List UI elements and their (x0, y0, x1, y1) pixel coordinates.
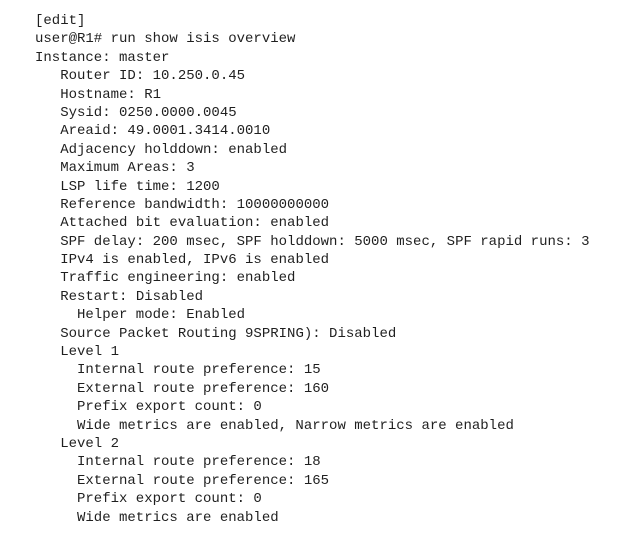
terminal-line: Router ID: 10.250.0.45 (60, 68, 246, 85)
terminal-line: Source Packet Routing 9SPRING): Disabled (60, 325, 397, 342)
terminal-line: Maximum Areas: 3 (60, 160, 195, 177)
terminal-line: External route preference: 160 (77, 380, 330, 397)
terminal-line: SPF delay: 200 msec, SPF holddown: 5000 msec, SPF rapid runs: 3 (60, 233, 590, 250)
terminal-line: Hostname: R1 (60, 86, 162, 103)
terminal-line: LSP life time: 1200 (60, 178, 220, 195)
terminal-line: Internal route preference: 15 (77, 362, 321, 379)
terminal-line: user@R1# run show isis overview (35, 31, 296, 48)
terminal-line: External route preference: 165 (77, 472, 330, 489)
terminal-line: Sysid: 0250.0000.0045 (60, 104, 237, 121)
terminal-line: Helper mode: Enabled (77, 307, 246, 324)
terminal-line: Attached bit evaluation: enabled (60, 215, 330, 232)
terminal-line: Wide metrics are enabled (77, 509, 279, 526)
terminal-line: Internal route preference: 18 (77, 454, 321, 471)
terminal-line: Traffic engineering: enabled (60, 270, 296, 287)
terminal-line: Areaid: 49.0001.3414.0010 (60, 123, 271, 140)
terminal-line: Restart: Disabled (60, 288, 204, 305)
terminal-line: Instance: master (35, 49, 170, 66)
terminal-line: [edit] (35, 13, 86, 29)
terminal-line: Adjacency holddown: enabled (60, 141, 288, 158)
terminal-line: Reference bandwidth: 10000000000 (60, 196, 330, 213)
terminal-line: Prefix export count: 0 (77, 399, 262, 416)
terminal-line: Level 1 (60, 344, 120, 361)
terminal-line: Prefix export count: 0 (77, 491, 262, 508)
terminal-line: IPv4 is enabled, IPv6 is enabled (60, 252, 330, 269)
terminal-line: Level 2 (60, 435, 120, 452)
terminal-line: Wide metrics are enabled, Narrow metrics are enabled (77, 417, 514, 434)
